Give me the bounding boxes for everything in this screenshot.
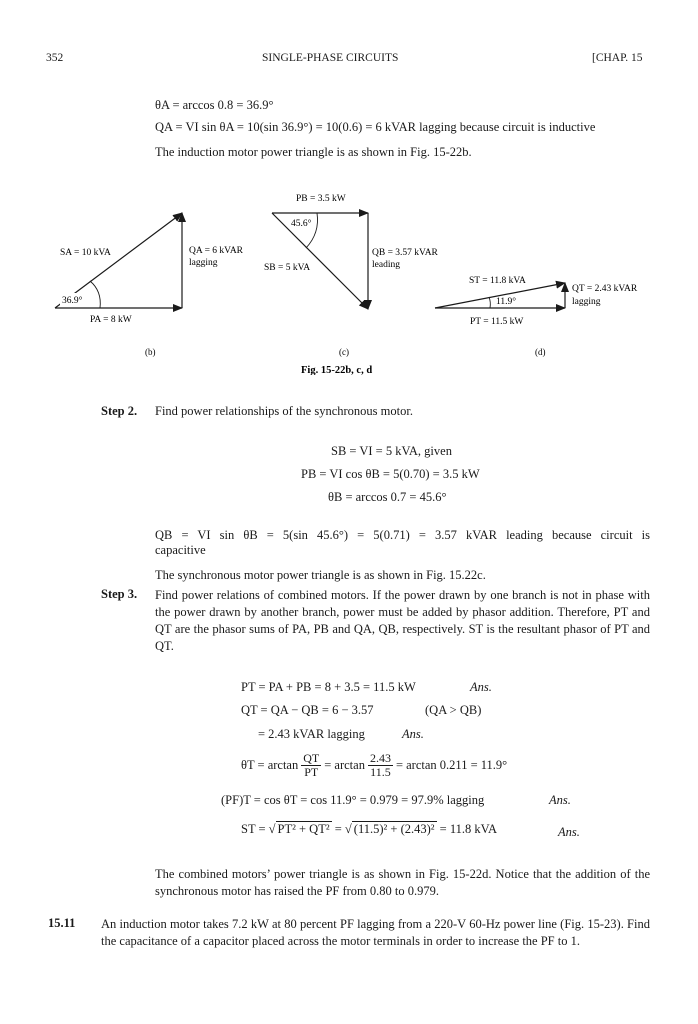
theta-t-equation: [241, 752, 507, 779]
theta-t-mid: = arctan: [324, 758, 365, 772]
triangle-d: [435, 276, 638, 357]
qb-label: QB = 3.57 kVAR: [372, 248, 438, 258]
qa-sub-label: lagging: [189, 258, 218, 268]
triangle-c: [264, 194, 439, 357]
theta-a-equation: θA = arccos 0.8 = 36.9°: [155, 98, 274, 112]
st-lhs: ST =: [241, 822, 266, 836]
problem-number: 15.11: [48, 916, 76, 930]
fraction-numerator: 2.43: [369, 751, 391, 765]
pf-equation: (PF)T = cos θT = cos 11.9° = 0.979 = 97.9% lagging: [221, 793, 485, 807]
angle-d-label: 11.9°: [496, 297, 517, 307]
radicand-2: (11.5)² + (2.43)²: [353, 822, 435, 836]
pt-equation: PT = PA + PB = 8 + 3.5 = 11.5 kW: [241, 680, 416, 694]
sb-vector: [272, 213, 368, 309]
theta-t-rhs: = arctan 0.211 = 11.9°: [395, 758, 508, 772]
qb-equation-cont: capacitive: [155, 543, 206, 557]
qt-condition: (QA > QB): [425, 703, 482, 717]
st-label: ST = 11.8 kVA: [469, 276, 526, 286]
triangle-b: [55, 213, 244, 357]
sb-label: SB = 5 kVA: [264, 263, 311, 273]
st-answer: Ans.: [558, 825, 580, 839]
qt-label: QT = 2.43 kVAR: [572, 284, 638, 294]
qt-equation: QT = QA − QB = 6 − 3.57: [241, 703, 374, 717]
pt-answer: Ans.: [470, 680, 492, 694]
qt-sub-label: lagging: [572, 297, 601, 307]
step2-text: Find power relationships of the synchronous motor.: [155, 404, 413, 418]
theta-t-lhs: θT = arctan: [241, 758, 299, 772]
st-mid: =: [334, 822, 342, 836]
sqrt-icon: √: [344, 822, 352, 836]
step3-paragraph: Find power relations of combined motors. If the power drawn by one branch is not in phase with the power drawn by another branch, power must be added by phasor addition. Therefore, PT and QT are the phasor sums of PA, PB and QA, QB, respectively. ST is the resultant phasor of PT and QT.: [155, 588, 650, 653]
problem-text: An induction motor takes 7.2 kW at 80 percent PF lagging from a 220-V 60-Hz power line (Fig. 15-23). Find the capacitance of a capacitor placed across the motor terminals in order to increase the PF to 1.: [101, 917, 650, 948]
step3-label: Step 3.: [101, 587, 138, 601]
caption-d: (d): [535, 347, 546, 357]
qt-answer: Ans.: [402, 727, 424, 741]
page-number: 352: [46, 52, 64, 64]
pf-answer: Ans.: [549, 793, 571, 807]
sa-label: SA = 10 kVA: [60, 248, 111, 258]
step2-label: Step 2.: [101, 404, 138, 418]
triangle-b-note: The induction motor power triangle is as shown in Fig. 15-22b.: [155, 145, 472, 159]
fraction-denominator: PT: [304, 765, 319, 779]
qb-equation: QB = VI sin θB = 5(sin 45.6°) = 5(0.71) = 3.57 kVAR leading because circuit is: [155, 528, 650, 542]
triangle-c-note: The synchronous motor power triangle is as shown in Fig. 15.22c.: [155, 568, 486, 582]
pb-label: PB = 3.5 kW: [296, 194, 346, 204]
chapter-ref: [CHAP. 15: [592, 52, 643, 64]
caption-b: (b): [145, 347, 156, 357]
pa-label: PA = 8 kW: [90, 315, 132, 325]
numeric-fraction: [368, 752, 393, 779]
qa-equation: QA = VI sin θA = 10(sin 36.9°) = 10(0.6) = 6 kVAR lagging because circuit is inductive: [155, 120, 596, 134]
figure-caption: Fig. 15-22b, c, d: [301, 365, 373, 375]
st-rhs: = 11.8 kVA: [439, 822, 498, 836]
sqrt-icon: √: [268, 822, 276, 836]
angle-c-label: 45.6°: [291, 219, 312, 229]
sb-equation: SB = VI = 5 kVA, given: [331, 444, 452, 458]
caption-c: (c): [339, 347, 349, 357]
qa-label: QA = 6 kVAR: [189, 246, 244, 256]
qb-sub-label: leading: [372, 260, 400, 270]
power-triangle-figure: [0, 185, 698, 375]
fraction-denominator: 11.5: [370, 765, 391, 779]
theta-b-equation: θB = arccos 0.7 = 45.6°: [328, 490, 447, 504]
pb-equation: PB = VI cos θB = 5(0.70) = 3.5 kW: [301, 467, 480, 481]
qt-over-pt-fraction: [301, 752, 321, 779]
conclusion-paragraph: The combined motors’ power triangle is as shown in Fig. 15-22d. Notice that the addition of the synchronous motor has raised the PF from 0.80 to 0.979.: [155, 867, 650, 898]
running-head: SINGLE-PHASE CIRCUITS: [262, 52, 399, 64]
fraction-numerator: QT: [303, 751, 320, 765]
qt-result: = 2.43 kVAR lagging: [258, 727, 365, 741]
pt-label: PT = 11.5 kW: [470, 317, 524, 327]
st-equation: [241, 822, 497, 837]
angle-b-label: 36.9°: [62, 296, 83, 306]
radicand-1: PT² + QT²: [277, 822, 330, 836]
